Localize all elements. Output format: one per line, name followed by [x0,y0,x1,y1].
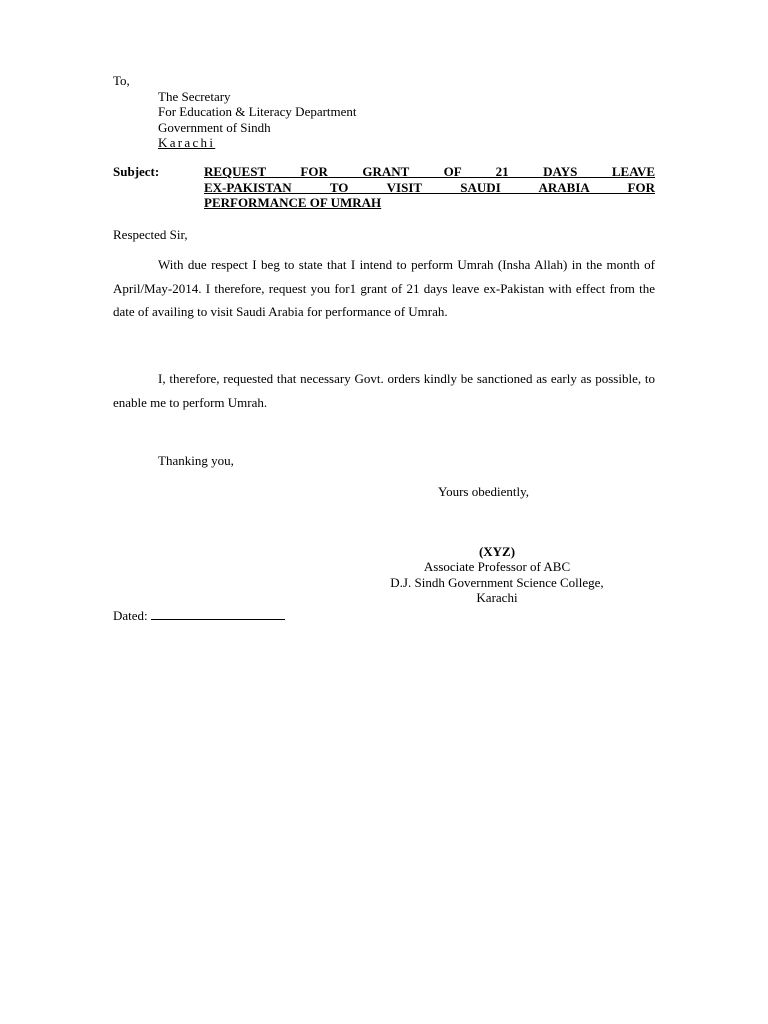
to-line: To, [113,73,130,88]
date-blank-line [151,606,285,620]
signatory-institution: D.J. Sindh Government Science College, [390,575,604,590]
yours-obediently: Yours obediently, [438,484,530,499]
signatory-designation: Associate Professor of ABC [423,559,571,574]
dated-label: Dated: [113,608,148,623]
recipient-title: The Secretary [158,89,231,104]
recipient-city: Karachi [158,135,216,150]
subject-text [204,164,655,211]
subject-line-2: EX-PAKISTAN TO VISIT SAUDI ARABIA FOR [204,179,655,195]
signatory-city: Karachi [476,590,518,605]
salutation: Respected Sir, [113,227,188,242]
recipient-government: Government of Sindh [158,120,271,135]
signatory-name: (XYZ) [478,544,516,559]
subject-line-1: REQUEST FOR GRANT OF 21 DAYS LEAVE [204,164,655,179]
subject-label: Subject: [113,164,160,179]
dated-row [113,606,285,624]
recipient-department: For Education & Literacy Department [158,104,357,119]
body-paragraph-2 [113,367,655,414]
body-paragraph-1-text: With due respect I beg to state that I intend to perform Umrah (Insha Allah) in the month of April/May-2014. I therefore, request you for1 grant of 21 days leave ex-Pakistan with effect from the date of availing to visit Saudi Arabia for performance of Umrah. [113,257,655,320]
thanking-line: Thanking you, [158,453,234,468]
body-paragraph-2-text: I, therefore, requested that necessary Govt. orders kindly be sanctioned as early as possible, to enable me to perform Umrah. [113,371,655,410]
subject-line-3: PERFORMANCE OF UMRAH [204,195,382,210]
body-paragraph-1 [113,253,655,324]
